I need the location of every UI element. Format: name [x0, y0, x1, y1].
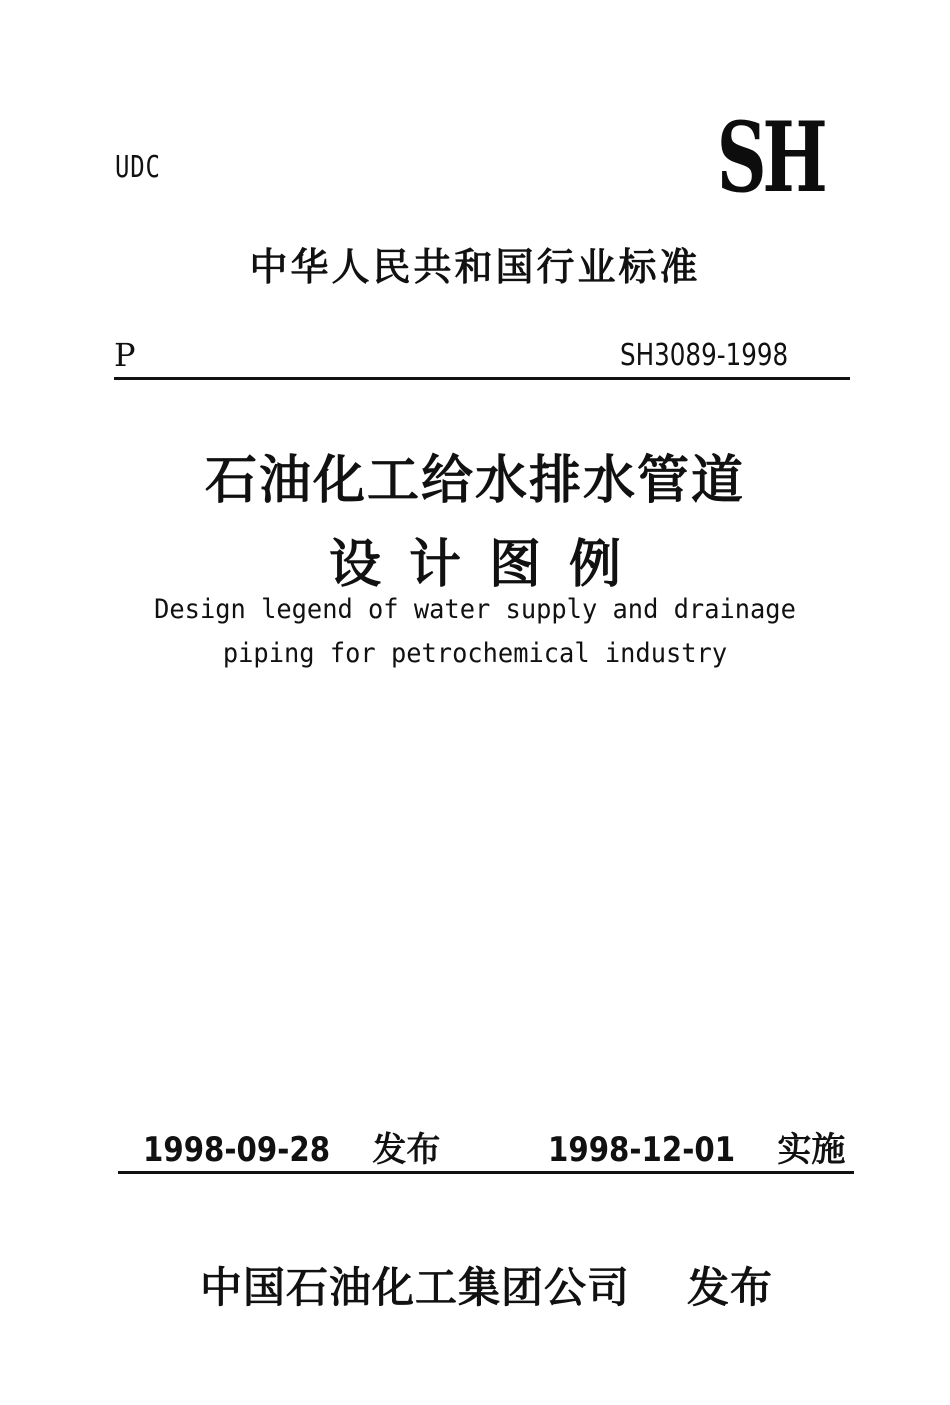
classification-code: P [114, 336, 136, 374]
issuing-action: 发布 [687, 1263, 774, 1312]
title-chinese-line-1: 石油化工给水排水管道 [204, 451, 745, 511]
sh-emblem-logo [704, 101, 836, 214]
title-english-line-1: Design legend of water supply and drainage [154, 594, 796, 625]
implementation-date-block [548, 1122, 845, 1171]
title-chinese-line-2: 设计图例 [328, 535, 649, 595]
sh-emblem-text: SH [716, 101, 824, 214]
udc-label: UDC [115, 150, 161, 185]
implementation-label: 实施 [777, 1130, 846, 1170]
top-divider-rule [114, 377, 850, 380]
issuing-organization: 中国石油化工集团公司 [200, 1263, 631, 1312]
standard-number: SH3089-1998 [620, 338, 789, 373]
release-date: 1998-09-28 [143, 1130, 331, 1170]
standard-category: 中华人民共和国行业标准 [249, 245, 701, 289]
release-label: 发布 [372, 1130, 441, 1170]
release-date-block [143, 1122, 440, 1171]
title-english-line-2: piping for petrochemical industry [222, 638, 728, 669]
implementation-date: 1998-12-01 [548, 1130, 736, 1170]
bottom-divider-rule [118, 1171, 854, 1174]
